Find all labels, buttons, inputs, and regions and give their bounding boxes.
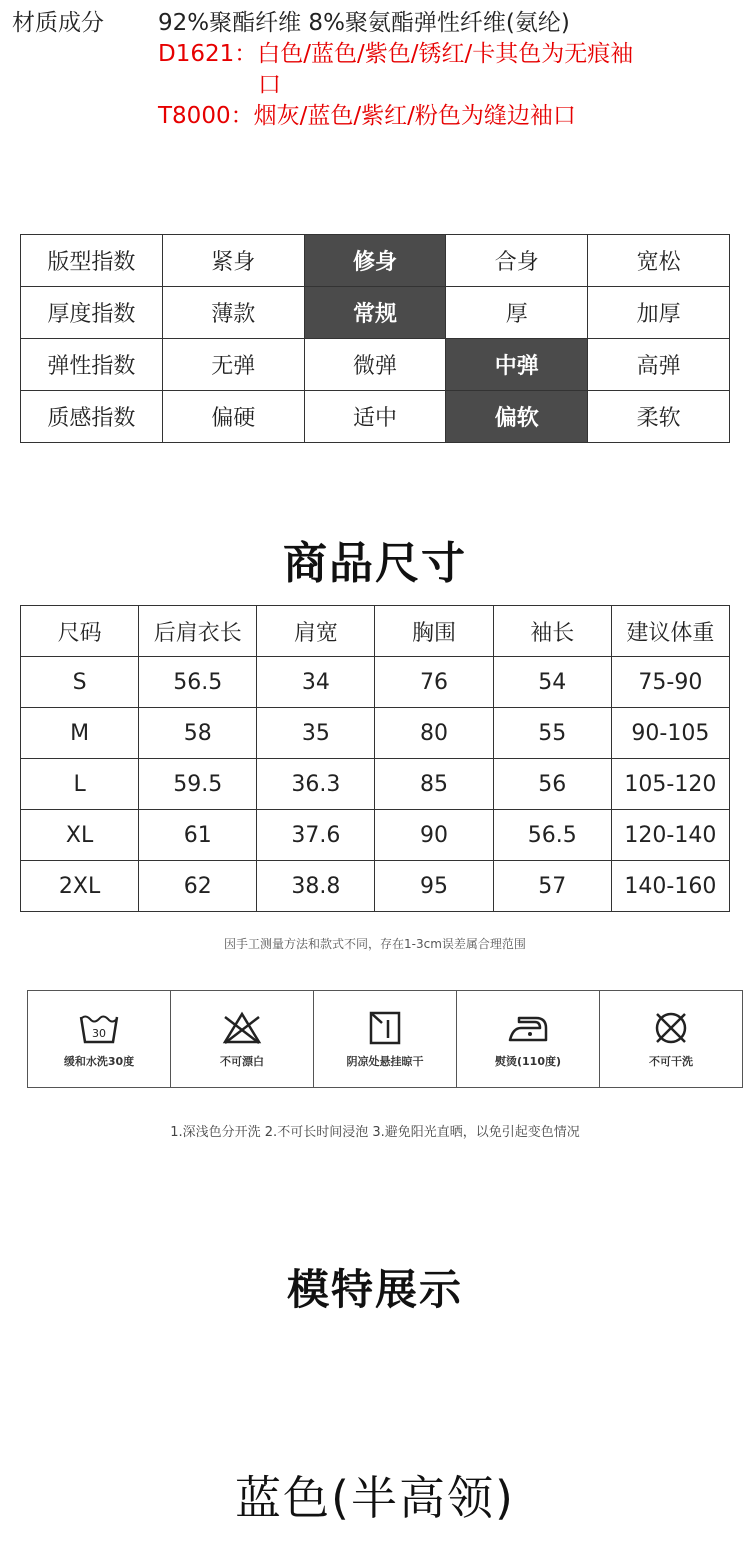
size-table-row bbox=[21, 657, 730, 708]
size-table-cell: 80 bbox=[375, 708, 493, 759]
material-d1621-cont: 口 bbox=[258, 72, 281, 98]
size-table-row bbox=[21, 861, 730, 912]
material-composition: 92%聚酯纤维 8%聚氨酯弹性纤维(氨纶) bbox=[158, 10, 570, 36]
fit-index-label: 弹性指数 bbox=[21, 339, 163, 391]
fit-index-option-selected: 常规 bbox=[304, 287, 446, 339]
fit-index-option: 适中 bbox=[304, 391, 446, 443]
material-label: 材质成分 bbox=[12, 10, 104, 36]
size-table-cell: 57 bbox=[493, 861, 611, 912]
fit-index-option: 加厚 bbox=[588, 287, 730, 339]
care-item-wash bbox=[28, 991, 171, 1087]
size-table-row bbox=[21, 759, 730, 810]
care-label: 熨烫(110度) bbox=[494, 1055, 562, 1068]
fit-index-row bbox=[21, 235, 730, 287]
care-item-no-bleach bbox=[171, 991, 314, 1087]
fit-index-option: 无弹 bbox=[162, 339, 304, 391]
size-table-cell: 85 bbox=[375, 759, 493, 810]
size-table-cell: 56 bbox=[493, 759, 611, 810]
model-section-title: 模特展示 bbox=[286, 1265, 463, 1314]
size-table-cell: 61 bbox=[139, 810, 257, 861]
care-label: 不可干洗 bbox=[649, 1055, 693, 1068]
care-instructions bbox=[27, 990, 743, 1088]
size-column-header: 后肩衣长 bbox=[139, 606, 257, 657]
care-label: 不可漂白 bbox=[220, 1055, 264, 1068]
care-label: 阴凉处悬挂晾干 bbox=[346, 1055, 424, 1068]
size-table-cell: 140-160 bbox=[611, 861, 729, 912]
fit-index-table bbox=[20, 234, 730, 443]
size-table-cell: 62 bbox=[139, 861, 257, 912]
material-lines bbox=[158, 8, 688, 132]
fit-index-option: 微弹 bbox=[304, 339, 446, 391]
size-table bbox=[20, 605, 730, 912]
care-item-no-dry-clean bbox=[600, 991, 742, 1087]
fit-index-option: 合身 bbox=[446, 235, 588, 287]
size-table-cell: S bbox=[21, 657, 139, 708]
iron-110-icon bbox=[507, 1009, 549, 1047]
fit-index-option: 宽松 bbox=[588, 235, 730, 287]
size-table-cell: 35 bbox=[257, 708, 375, 759]
fit-index-row bbox=[21, 391, 730, 443]
size-table-cell: L bbox=[21, 759, 139, 810]
size-column-header: 尺码 bbox=[21, 606, 139, 657]
wash-30-icon bbox=[78, 1009, 120, 1047]
material-t8000: T8000：烟灰/蓝色/紫红/粉色为缝边袖口 bbox=[158, 103, 576, 129]
size-table-cell: 105-120 bbox=[611, 759, 729, 810]
size-table-cell: 75-90 bbox=[611, 657, 729, 708]
fit-index-option: 厚 bbox=[446, 287, 588, 339]
size-table-row bbox=[21, 708, 730, 759]
size-table-cell: 55 bbox=[493, 708, 611, 759]
size-table-row bbox=[21, 810, 730, 861]
wash-temp: 30 bbox=[92, 1027, 106, 1040]
measurement-note: 因手工测量方法和款式不同，存在1-3cm误差属合理范围 bbox=[224, 937, 526, 951]
care-item-iron bbox=[457, 991, 600, 1087]
size-table-cell: 59.5 bbox=[139, 759, 257, 810]
fit-index-row bbox=[21, 287, 730, 339]
fit-index-row bbox=[21, 339, 730, 391]
size-table-cell: 95 bbox=[375, 861, 493, 912]
size-table-cell: 56.5 bbox=[139, 657, 257, 708]
fit-index-option: 薄款 bbox=[162, 287, 304, 339]
size-table-cell: 36.3 bbox=[257, 759, 375, 810]
material-d1621: D1621：白色/蓝色/紫色/锈红/卡其色为无痕袖 bbox=[158, 41, 634, 67]
fit-index-option-selected: 中弹 bbox=[446, 339, 588, 391]
size-table-cell: 34 bbox=[257, 657, 375, 708]
size-table-cell: 54 bbox=[493, 657, 611, 708]
size-table-cell: 56.5 bbox=[493, 810, 611, 861]
size-column-header: 肩宽 bbox=[257, 606, 375, 657]
care-item-line-dry bbox=[314, 991, 457, 1087]
fit-index-label: 厚度指数 bbox=[21, 287, 163, 339]
fit-index-label: 版型指数 bbox=[21, 235, 163, 287]
fit-index-option-selected: 偏软 bbox=[446, 391, 588, 443]
size-table-cell: 2XL bbox=[21, 861, 139, 912]
size-table-cell: 90-105 bbox=[611, 708, 729, 759]
no-bleach-icon bbox=[221, 1009, 263, 1047]
fit-index-option: 柔软 bbox=[588, 391, 730, 443]
fit-index-option: 偏硬 bbox=[162, 391, 304, 443]
size-column-header: 建议体重 bbox=[611, 606, 729, 657]
no-dry-clean-icon bbox=[650, 1009, 692, 1047]
size-table-cell: 76 bbox=[375, 657, 493, 708]
size-table-header-row bbox=[21, 606, 730, 657]
care-tips: 1.深浅色分开洗 2.不可长时间浸泡 3.避免阳光直晒，以免引起变色情况 bbox=[170, 1125, 580, 1140]
fit-index-label: 质感指数 bbox=[21, 391, 163, 443]
fit-index-option: 紧身 bbox=[162, 235, 304, 287]
size-table-cell: 38.8 bbox=[257, 861, 375, 912]
size-table-cell: 58 bbox=[139, 708, 257, 759]
color-title: 蓝色(半高领) bbox=[235, 1471, 515, 1525]
size-section-title: 商品尺寸 bbox=[283, 538, 467, 589]
fit-index-option-selected: 修身 bbox=[304, 235, 446, 287]
line-dry-shade-icon bbox=[364, 1009, 406, 1047]
size-table-cell: 90 bbox=[375, 810, 493, 861]
size-table-cell: XL bbox=[21, 810, 139, 861]
size-table-cell: 37.6 bbox=[257, 810, 375, 861]
size-column-header: 袖长 bbox=[493, 606, 611, 657]
size-table-cell: M bbox=[21, 708, 139, 759]
size-column-header: 胸围 bbox=[375, 606, 493, 657]
size-table-cell: 120-140 bbox=[611, 810, 729, 861]
care-label: 缓和水洗30度 bbox=[63, 1055, 135, 1068]
fit-index-option: 高弹 bbox=[588, 339, 730, 391]
